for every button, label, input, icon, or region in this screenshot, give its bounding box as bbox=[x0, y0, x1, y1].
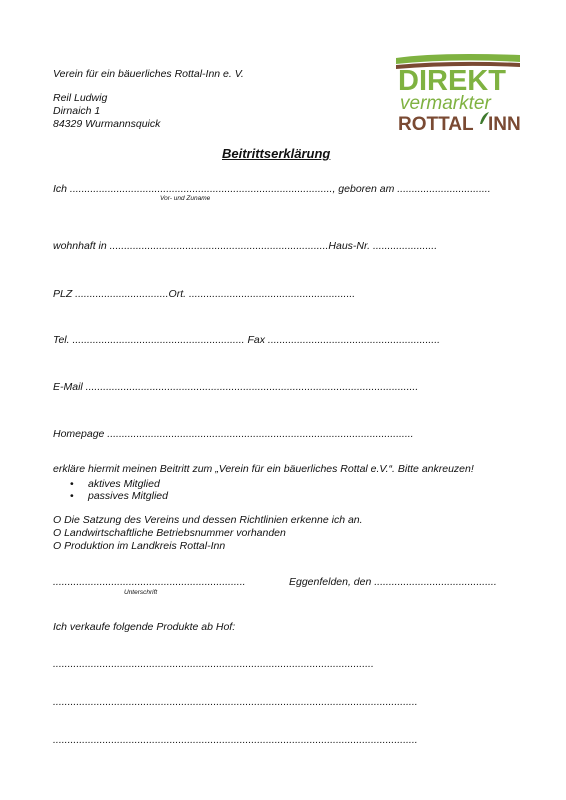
logo-inn: INN bbox=[488, 114, 520, 132]
address-line[interactable]: wohnhaft in ...........................................................................Haus-Nr. ...................... bbox=[53, 240, 438, 252]
contact-name: Reil Ludwig bbox=[53, 92, 108, 104]
membership-passive[interactable]: • passives Mitglied bbox=[70, 490, 168, 502]
signature-line[interactable]: .................................................................. bbox=[53, 576, 246, 588]
logo-direkt: DIREKT bbox=[398, 65, 506, 97]
tel-fax-line[interactable]: Tel. ........................................................... Fax ........................................................... bbox=[53, 334, 441, 346]
membership-list bbox=[70, 478, 168, 502]
org-name: Verein für ein bäuerliches Rottal-Inn e. V. bbox=[53, 68, 244, 80]
option-statutes[interactable]: O Die Satzung des Vereins und dessen Richtlinien erkenne ich an. bbox=[53, 514, 363, 526]
signature-sublabel: Unterschrift bbox=[124, 589, 158, 596]
option-production[interactable]: O Produktion im Landkreis Rottal-Inn bbox=[53, 540, 226, 552]
place-date-line[interactable]: Eggenfelden, den .......................................... bbox=[289, 576, 497, 588]
direktvermarkter-logo bbox=[396, 52, 520, 132]
contact-city: 84329 Wurmannsquick bbox=[53, 118, 161, 130]
membership-active[interactable]: • aktives Mitglied bbox=[70, 478, 168, 490]
email-line[interactable]: E-Mail .................................................................................................................. bbox=[53, 381, 419, 393]
page-title: Beitrittserklärung bbox=[222, 146, 331, 161]
logo-rottal: ROTTAL bbox=[398, 114, 474, 132]
name-line[interactable]: Ich .........................................................................................., geboren am ................................ bbox=[53, 183, 491, 195]
product-line-1[interactable]: .............................................................................................................. bbox=[53, 658, 374, 670]
declaration-text: erkläre hiermit meinen Beitritt zum „Verein für ein bäuerliches Rottal e.V.“. Bitte ankreuzen! bbox=[53, 463, 474, 475]
name-sublabel: Vor- und Zuname bbox=[160, 195, 211, 202]
logo-vermarkter: vermarkter bbox=[400, 93, 491, 114]
option-farm-number[interactable]: O Landwirtschaftliche Betriebsnummer vorhanden bbox=[53, 527, 286, 539]
products-label: Ich verkaufe folgende Produkte ab Hof: bbox=[53, 621, 236, 633]
contact-street: Dirnaich 1 bbox=[53, 105, 101, 117]
homepage-line[interactable]: Homepage ......................................................................................................... bbox=[53, 428, 414, 440]
product-line-3[interactable]: ............................................................................................................................. bbox=[53, 734, 418, 746]
logo-graphic bbox=[396, 52, 520, 132]
plz-line[interactable]: PLZ ................................Ort. ......................................................... bbox=[53, 288, 356, 300]
product-line-2[interactable]: ............................................................................................................................. bbox=[53, 696, 418, 708]
